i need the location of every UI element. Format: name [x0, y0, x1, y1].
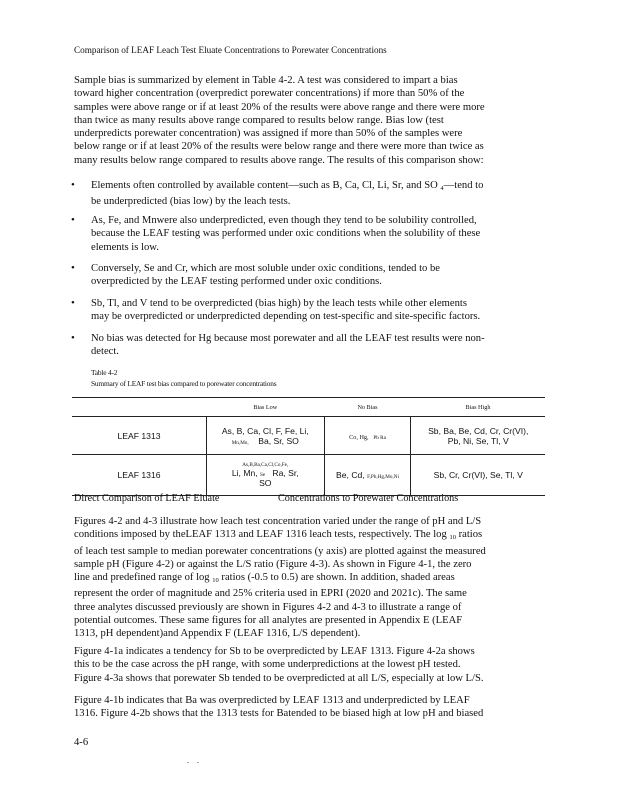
bullet-symbol: • — [71, 214, 75, 226]
text-line: toward higher concentration (overpredict porewater concentrations) if more than 50% of the — [74, 88, 465, 100]
bullet-item — [71, 179, 546, 209]
text-line: represent the order of magnitude and 25% criteria used in EPRI (2020 and 2021c). The same — [74, 588, 467, 600]
text-line: line and predefined range of log — [74, 572, 210, 584]
page-number: 4-6 — [74, 737, 89, 748]
text-line: No bias was detected for Hg because most porewater and all the LEAF test results were non- — [91, 333, 485, 344]
text-line: Figures 4-2 and 4-3 illustrate how leach test concentration varied under the range of pH and L/S — [74, 516, 482, 527]
bias-low-cell — [207, 455, 325, 496]
cell-text: Ra, Sr, — [272, 468, 299, 478]
text-line: Sb, Tl, and V tend to be overpredicted (bias high) by the leach tests while other elements — [91, 298, 467, 309]
table-header-empty — [72, 398, 207, 417]
table-header-row — [72, 398, 545, 417]
cell-small-text: Pb Ra — [373, 434, 386, 441]
cell-text: Sb, Ba, Be, Cd, Cr, Cr(VI), — [428, 425, 529, 436]
text-line: Conversely, Se and Cr, which are most soluble under oxic conditions, tended to be — [91, 263, 440, 274]
bullet-symbol: • — [71, 297, 75, 309]
intro-paragraph — [74, 74, 544, 167]
cell-text: SO — [259, 478, 272, 488]
text-line: this to be the case across the pH range, with some underpredictions at the lowest pH tested. — [74, 659, 461, 671]
subscript: 10 — [212, 577, 219, 585]
text-line: overpredicted by the LEAF testing performed under oxic conditions. — [91, 276, 382, 288]
subscript: 4 — [440, 185, 444, 192]
text-line: many results below range compared to results above range. The results of this comparison show: — [74, 154, 484, 166]
table-row — [72, 417, 545, 455]
running-header: Comparison of LEAF Leach Test Eluate Concentrations to Porewater Concentrations — [74, 45, 387, 55]
text-line: Figure 4-3a shows that porewater Sb tended to be overpredicted at all L/S, especially at low L/S. — [74, 672, 484, 684]
text-line: than twice as many results above range compared to results below range. Bias low (test — [74, 114, 444, 126]
table-header-no-bias: No Bias — [324, 398, 411, 417]
bullet-item — [71, 297, 546, 324]
bias-high-cell: Sb, Cr, Cr(VI), Se, Tl, V — [411, 455, 545, 496]
cell-text: Ba, Sr, SO — [258, 435, 299, 446]
bullet-item — [71, 332, 546, 359]
ba-paragraph — [74, 694, 544, 721]
row-label: LEAF 1316 — [72, 455, 207, 496]
no-bias-cell — [324, 417, 411, 455]
text-line: may be overpredicted or underpredicted depending on test-specific and site-specific factors. — [91, 311, 481, 323]
cell-small-text: Se — [260, 472, 266, 478]
cell-small-text: F,Pb,Hg,Mo,Ni — [367, 474, 399, 480]
text-line: be underpredicted (bias low) by the leach tests. — [91, 196, 291, 208]
subscript: 10 — [449, 534, 456, 542]
cell-text: Pb, Ni, Se, Tl, V — [447, 435, 509, 446]
figures-paragraph — [74, 515, 544, 641]
text-tail: ratios — [455, 529, 483, 541]
cell-small-text: As,B,Ba,Ca,Cl,Co,Fe, — [242, 462, 289, 468]
text-line: below range or if at least 20% of the results were below range and there were more than twice as — [74, 141, 484, 153]
bullet-symbol: • — [71, 332, 75, 344]
row-label: LEAF 1313 — [72, 417, 207, 455]
text-line: Sample bias is summarized by element in Table 4-2. A test was considered to impart a bias — [74, 75, 458, 86]
text-line: 1313, pH dependent)and Appendix F (LEAF 1316, L/S dependent). — [74, 628, 361, 640]
text-line: elements is low. — [91, 241, 159, 253]
text-line: detect. — [91, 346, 119, 358]
text-line: sample pH (Figure 4-2) or against the L/S ratio (Figure 4-3). As shown in Figure 4-1, the zero — [74, 558, 472, 570]
bullet-symbol: • — [71, 179, 75, 191]
text-line: because the LEAF testing was performed under oxic conditions when the solubility of these — [91, 228, 481, 240]
no-bias-cell — [324, 455, 411, 496]
text-line: Elements often controlled by available content—such as B, Ca, Cl, Li, Sr, and SO — [91, 180, 438, 191]
bias-low-cell — [207, 417, 325, 455]
section-heading: Direct Comparison of LEAF Eluate Concentrations to Porewater Concentrations — [74, 493, 459, 504]
text-line: samples were above range or if at least 20% of the results were above range and there were more — [74, 101, 485, 113]
text-line: As, Fe, and Mnwere also underpredicted, even though they tend to be solubility controlled, — [91, 215, 477, 226]
cell-text: As, B, Ca, Cl, F, Fe, Li, — [221, 425, 309, 436]
text-line: Figure 4-1a indicates a tendency for Sb to be overpredicted by LEAF 1313. Figure 4-2a shows — [74, 646, 475, 657]
cell-small-text: Mn,Mo, — [231, 439, 249, 446]
text-tail: —tend to — [443, 180, 484, 191]
bias-summary-table — [72, 397, 545, 496]
table-number: Table 4-2 — [91, 368, 118, 377]
table-row — [72, 455, 545, 496]
text-tail: ratios (-0.5 to 0.5) are shown. In addition, shaded areas — [218, 572, 455, 584]
text-line: three analytes discussed previously are shown in Figures 4-2 and 4-3 to illustrate a range of — [74, 601, 462, 613]
text-line: Figure 4-1b indicates that Ba was overpredicted by LEAF 1313 and underpredicted by LEAF — [74, 695, 470, 706]
table-caption: Summary of LEAF test bias compared to porewater concentrations — [91, 379, 277, 388]
bullet-item — [71, 262, 546, 289]
text-line: potential outcomes. These same figures for all analytes are presented in Appendix E (LEAF — [74, 615, 463, 627]
cell-text: Li, Mn, — [231, 468, 258, 478]
table-header-bias-high: Bias High — [411, 398, 545, 417]
bullet-symbol: • — [71, 262, 75, 274]
text-line: 1316. Figure 4-2b shows that the 1313 tests for Batended to be biased high at low pH and biased — [74, 708, 484, 720]
bullet-item — [71, 214, 546, 254]
bias-high-cell — [411, 417, 545, 455]
cell-text: Co, Hg, — [349, 433, 369, 441]
sb-paragraph — [74, 645, 544, 685]
table-header-bias-low: Bias Low — [207, 398, 325, 417]
text-line: conditions imposed by theLEAF 1313 and LEAF 1316 leach tests, respectively. The log — [74, 529, 447, 541]
footer-dots: . . — [187, 756, 202, 765]
text-line: of leach test sample to median porewater concentrations (y axis) are plotted against the measured — [74, 545, 486, 557]
text-line: underpredicts porewater concentration) was assigned if more than 50% of the samples were — [74, 128, 463, 140]
cell-text: Be, Cd, — [336, 470, 365, 480]
